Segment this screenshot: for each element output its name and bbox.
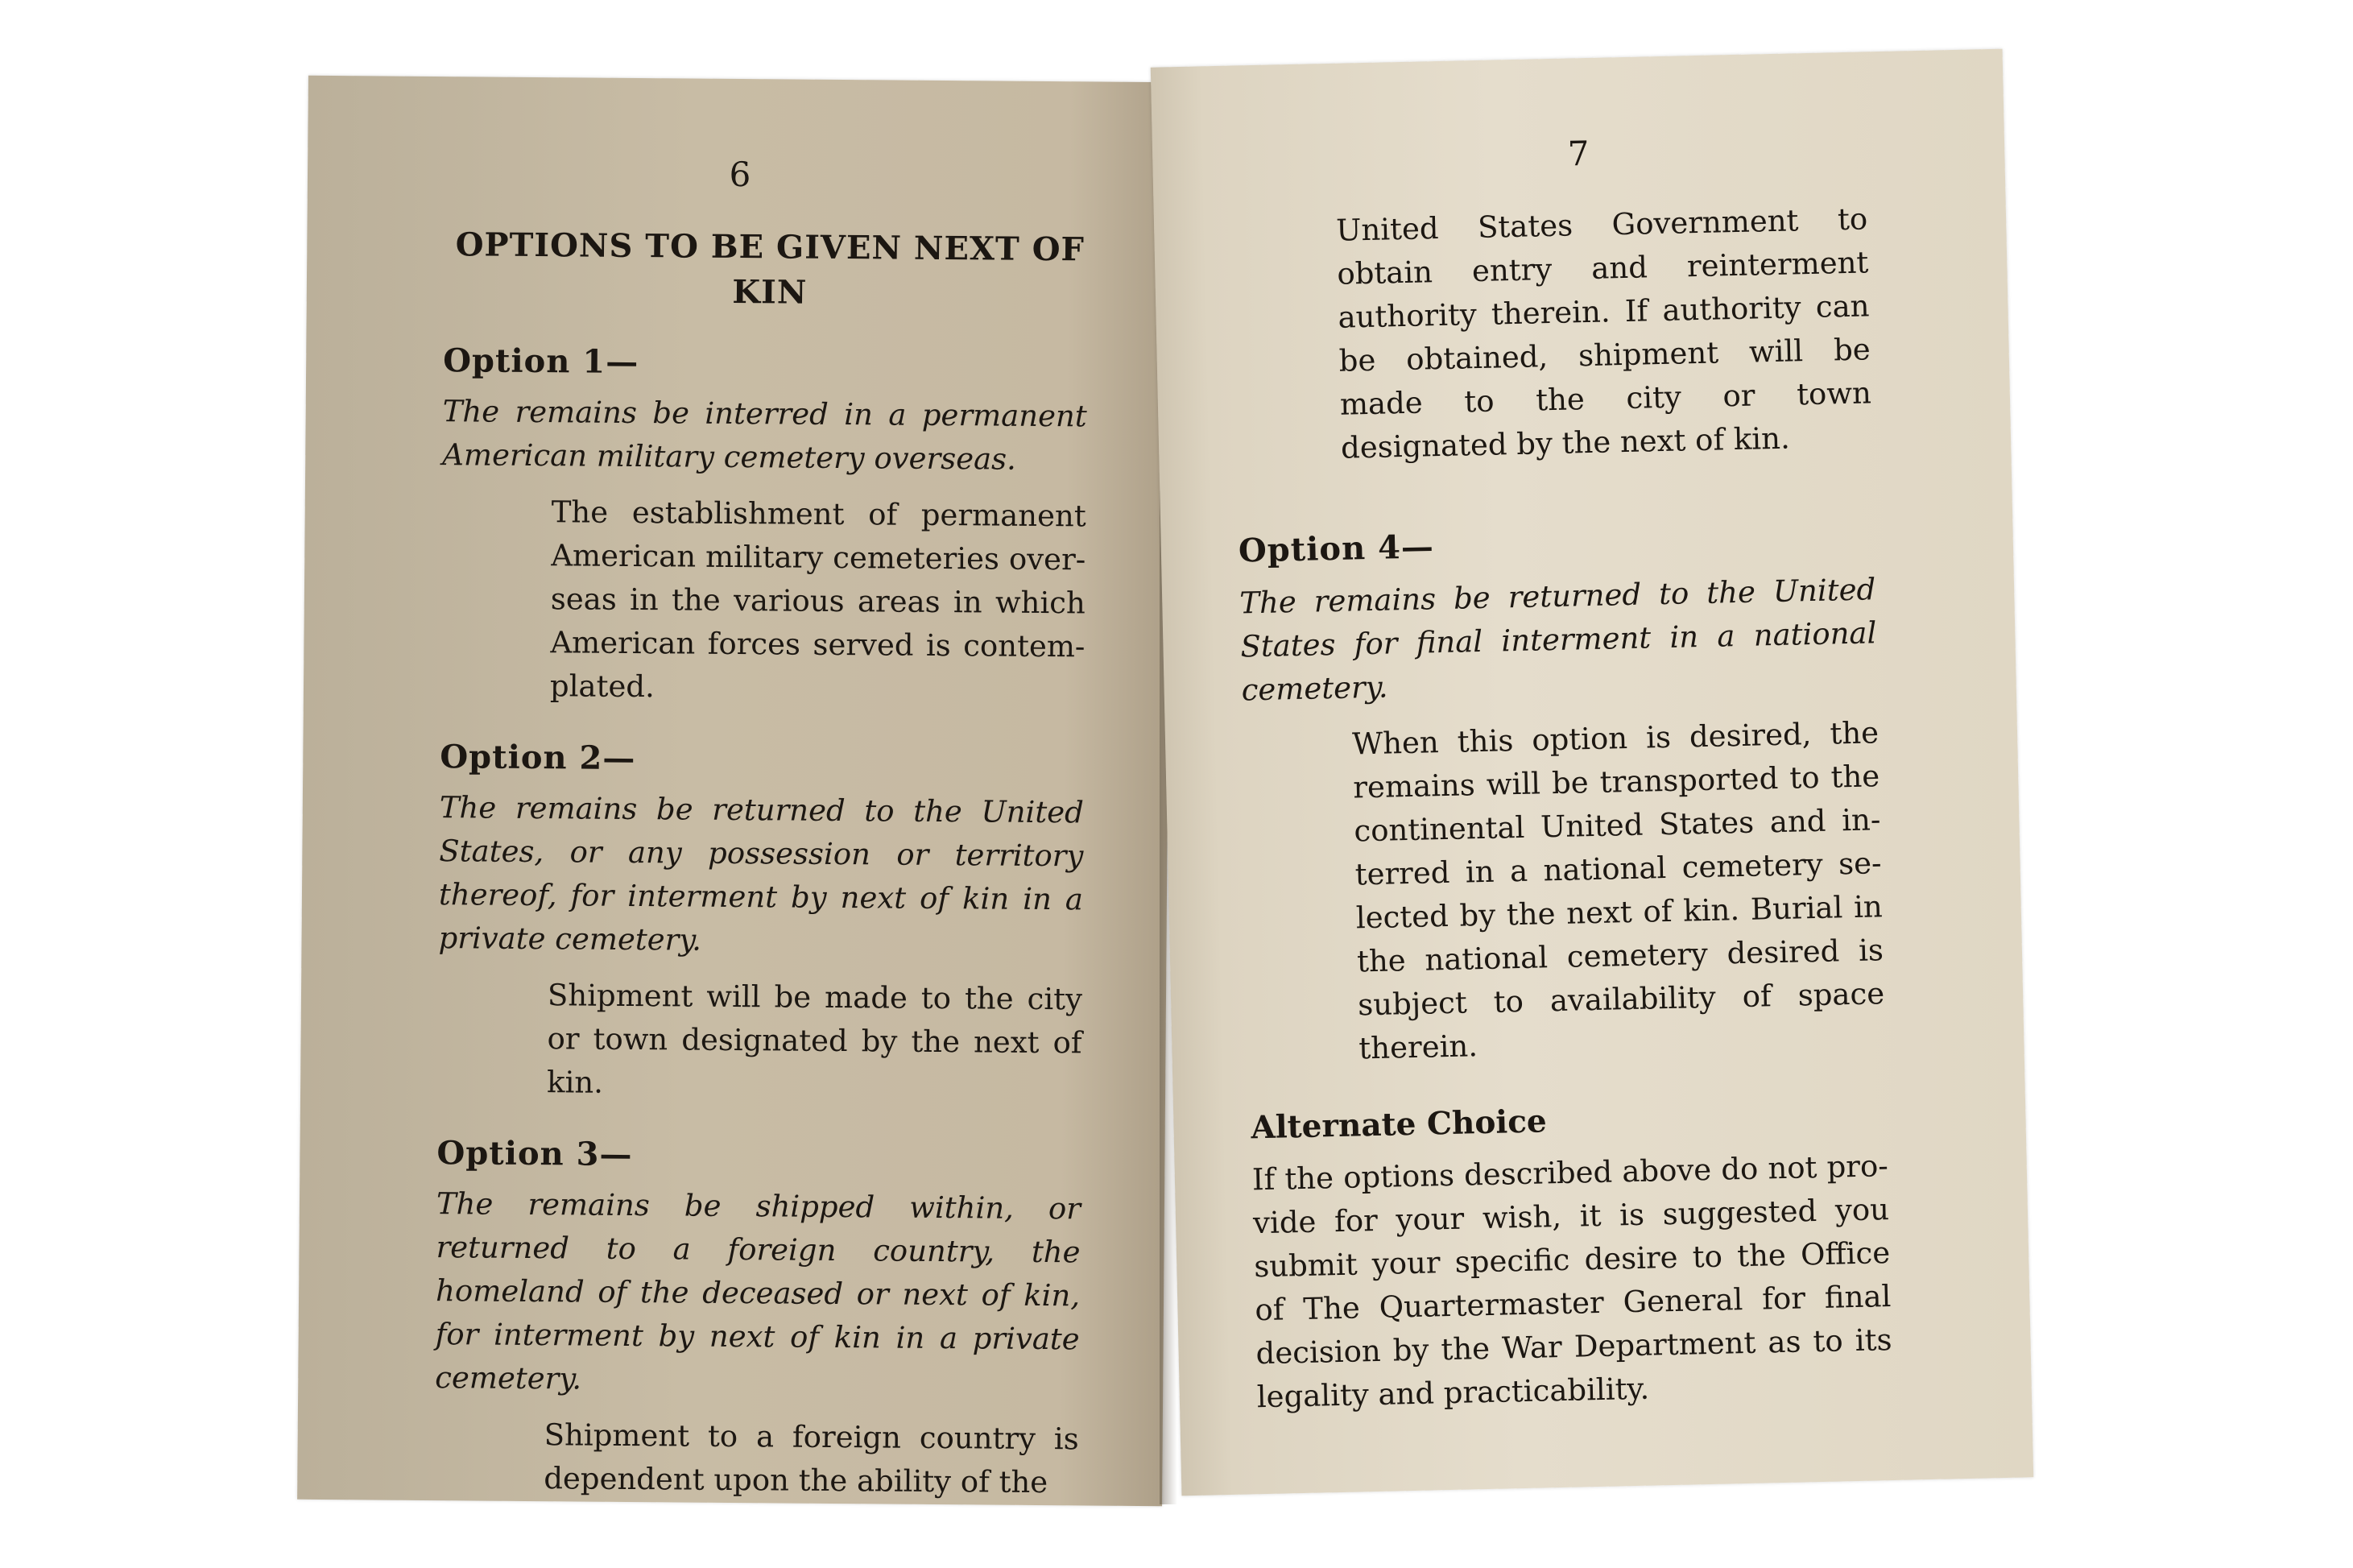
page-number-right: 7: [1567, 133, 1590, 174]
option-3-explanation: Shipment to a foreign country is dependent upon the ability of the: [544, 1417, 1079, 1500]
option-2-explanation: Shipment will be made to the city or town designated by the next of kin.: [546, 978, 1083, 1100]
option-1-statement: The remains be interred in a permanent American military cemetery overseas.: [442, 394, 1087, 477]
option-1-heading: Option 1—: [443, 341, 639, 382]
option-1-explanation: The establishment of permanent American military cemeteries overseas in the various areas in which American forces served is contemplated.: [549, 494, 1086, 705]
page-title: OPTIONS TO BE GIVEN NEXT OF KIN: [455, 225, 1086, 312]
left-page: [297, 76, 1173, 1506]
right-page: [1151, 49, 2033, 1496]
option-2-statement: The remains be returned to the United States, or any possession or territory thereof, for interment by next of kin in a private cemetery.: [438, 790, 1084, 958]
option-4-heading: Option 4—: [1238, 527, 1435, 570]
option-4-explanation: When this option is desired, the remains will be transported to the continental United States and interred in a national cemetery selected by the next of kin. Burial in the national cemetery desired is subject to availability of space therein.: [1351, 715, 1885, 1066]
option-3-continuation: United States Government to obtain entry and reinterment authority therein. If authority can be obtained, shipment will be made to the city or town designated by the next of kin.: [1335, 201, 1872, 465]
alternate-choice-text: If the options described above do not provide for your wish, it is suggested you submit your specific desire to the Office of The Quartermaster General for final decision by the War Department as to its legality and practicability.: [1251, 1148, 1892, 1415]
option-4-statement: The remains be returned to the United States for final interment in a national cemetery.: [1239, 572, 1877, 708]
alternate-choice-heading: Alternate Choice: [1251, 1103, 1548, 1147]
option-3-heading: Option 3—: [436, 1134, 633, 1174]
page-number-left: 6: [729, 154, 751, 195]
option-3-statement: The remains be shipped within, or returned to a foreign country, the homeland of the deceased or next of kin, for interment by next of kin in a private cemetery.: [435, 1186, 1081, 1396]
option-2-heading: Option 2—: [440, 738, 636, 778]
